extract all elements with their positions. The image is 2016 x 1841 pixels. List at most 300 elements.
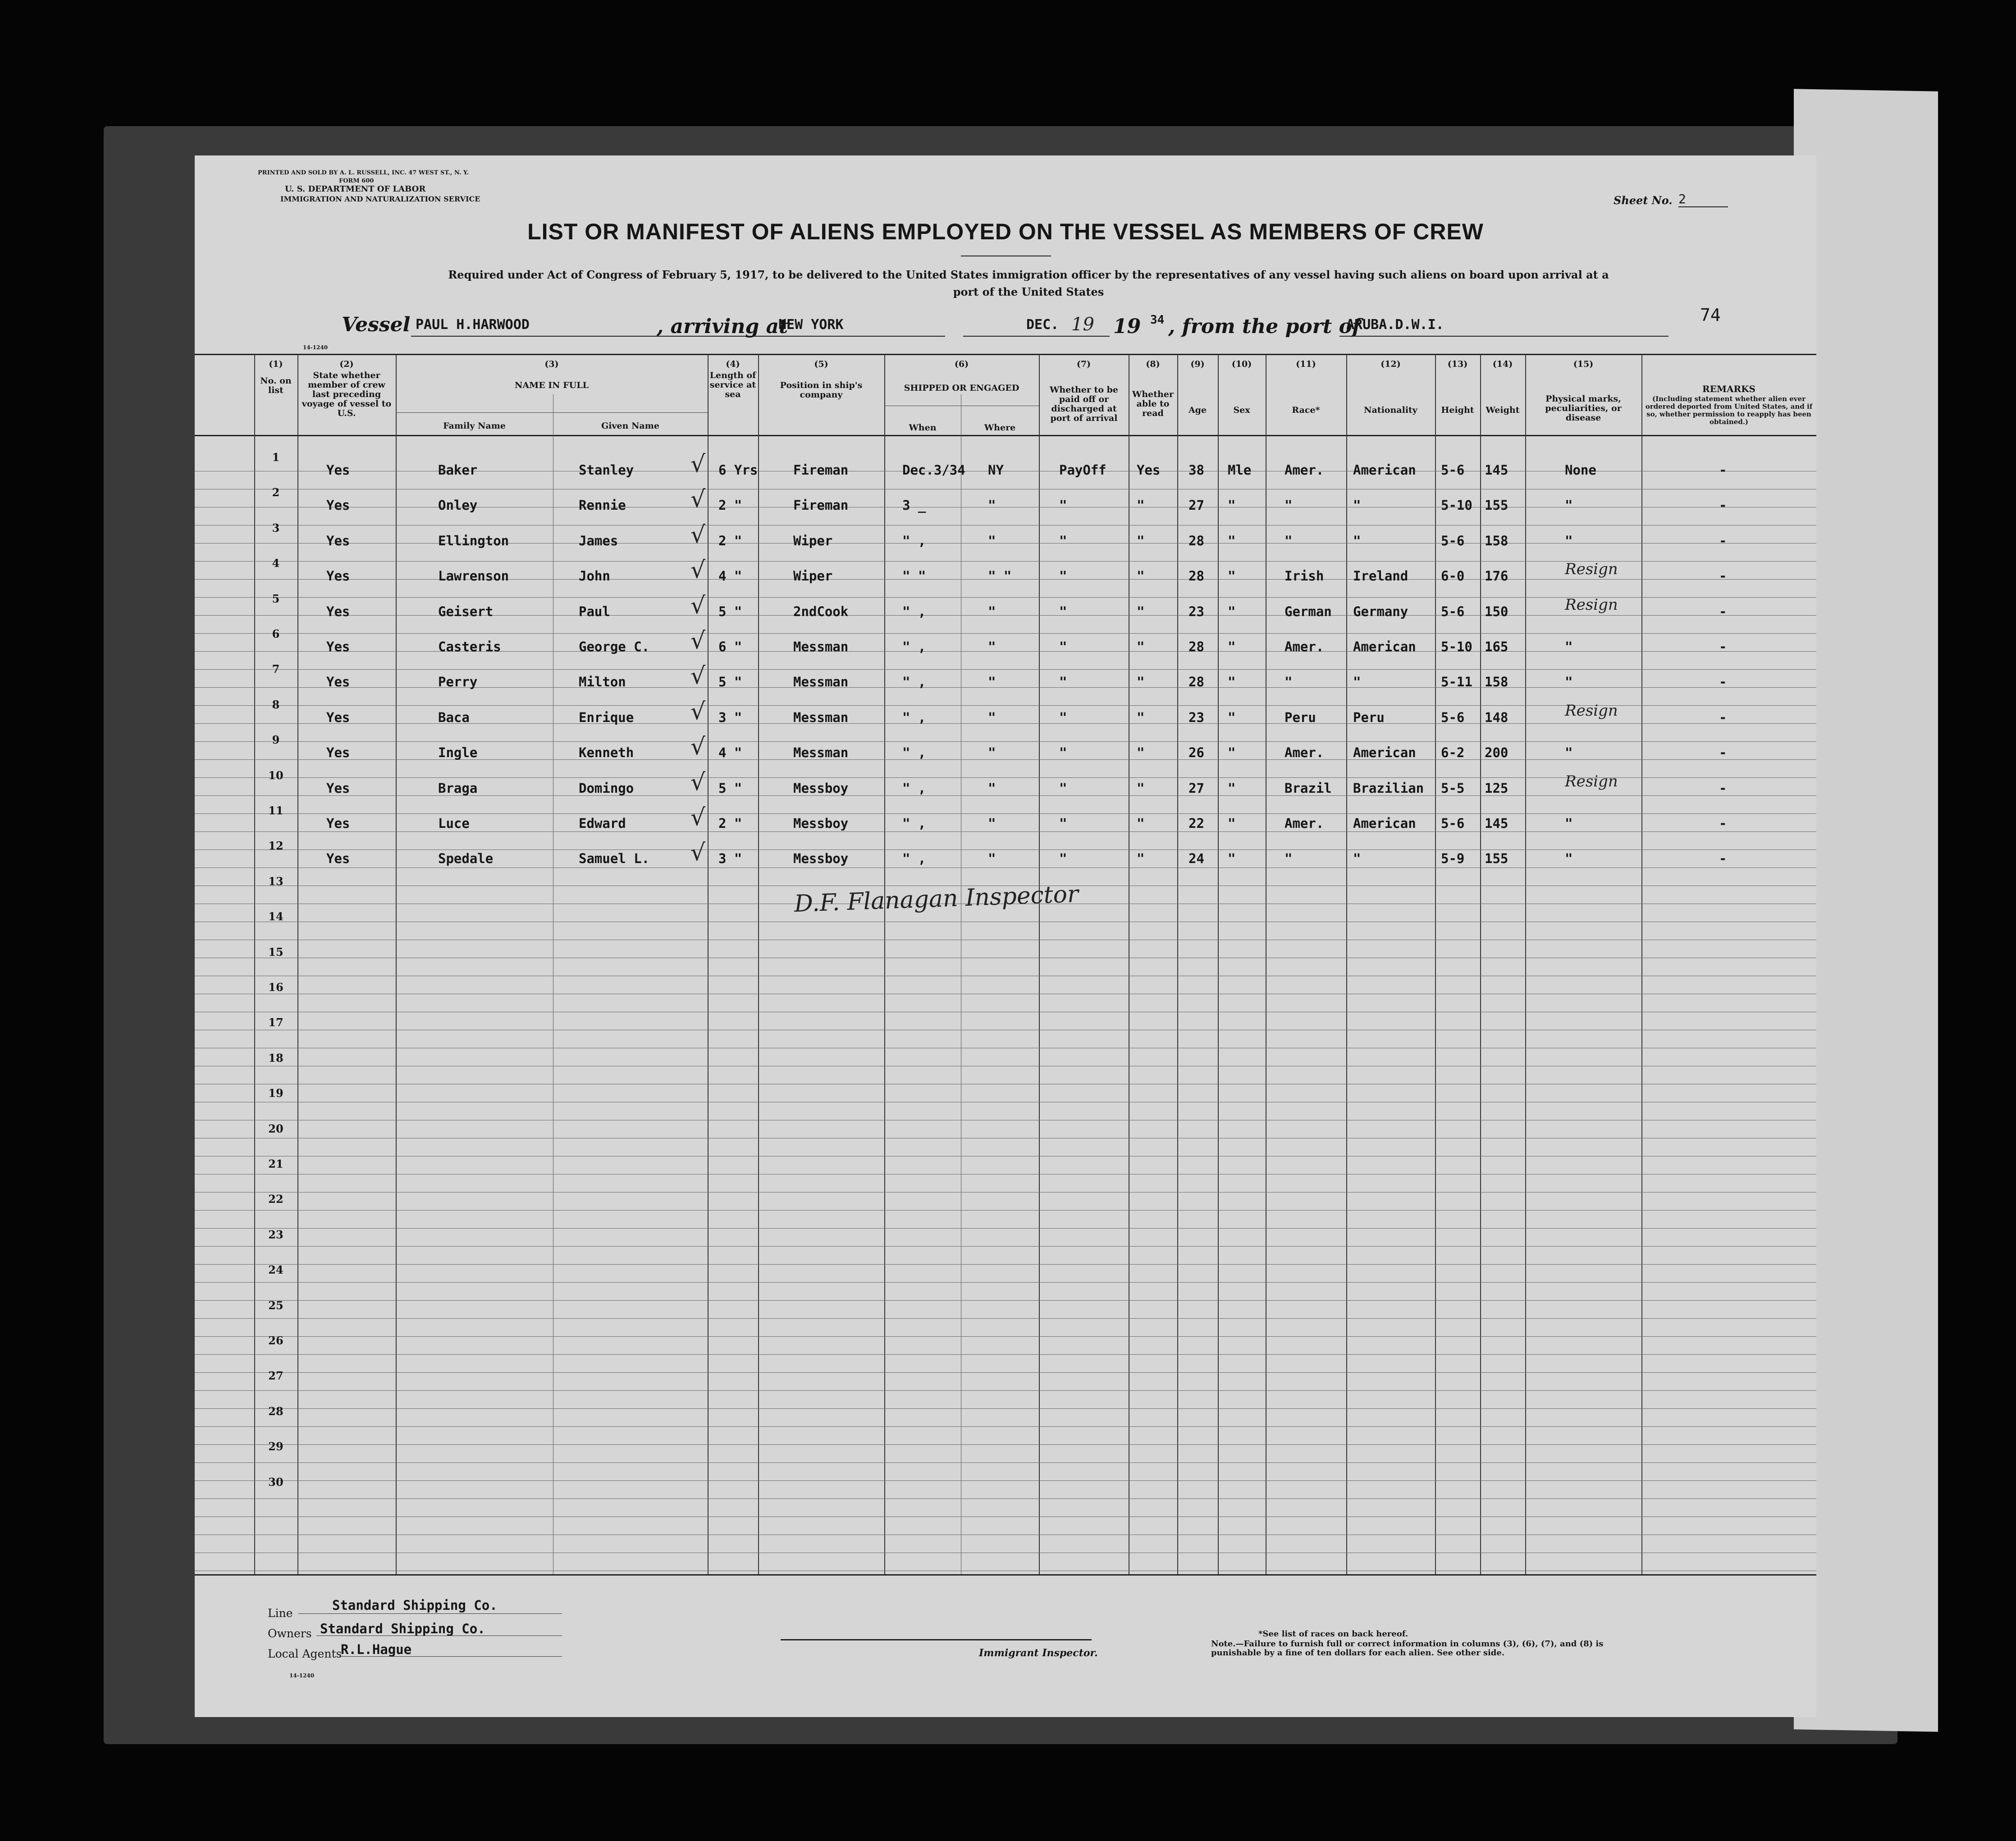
col-13-header: Height xyxy=(1441,405,1474,415)
remarks-subheader: (Including statement whether alien ever ordered deported from United States, and if so, whether permission to reapply has been obtained.) xyxy=(1645,395,1813,426)
ruled-line xyxy=(195,633,1816,634)
cell-where: " xyxy=(988,603,996,619)
cell-position: Fireman xyxy=(793,462,849,478)
cell-read: " xyxy=(1137,674,1145,690)
row-number: 10 xyxy=(268,768,283,782)
cell-when: 3 _ xyxy=(902,498,926,513)
cell-position: 2ndCook xyxy=(793,603,849,619)
row-number: 11 xyxy=(268,804,283,817)
cell-remarks: - xyxy=(1719,709,1727,725)
row-number: 19 xyxy=(268,1087,283,1100)
cell-height: 5-6 xyxy=(1441,462,1465,478)
check-mark-icon: √ xyxy=(690,557,706,584)
ruled-line xyxy=(195,1210,1816,1211)
check-mark-icon: √ xyxy=(690,486,706,513)
cell-read: " xyxy=(1137,498,1145,513)
cell-where: " xyxy=(988,745,996,761)
cell-weight: 165 xyxy=(1485,639,1509,654)
row-number: 6 xyxy=(272,627,280,640)
row-number: 25 xyxy=(268,1298,283,1312)
vessel-line xyxy=(195,313,1816,345)
line-value: Standard Shipping Co. xyxy=(332,1598,498,1613)
cell-service: 5 " xyxy=(718,780,742,796)
cell-remarks: - xyxy=(1719,639,1727,654)
year-suffix: 34 xyxy=(1150,313,1165,327)
cell-race: Amer. xyxy=(1285,816,1324,831)
from-port-label: , from the port of xyxy=(1168,315,1361,338)
col-2-number: (2) xyxy=(339,359,354,369)
cell-remarks: - xyxy=(1719,780,1727,796)
year-prefix: 19 xyxy=(1113,315,1141,338)
cell-marks: Resign xyxy=(1565,701,1618,720)
cell-position: Messboy xyxy=(793,851,849,867)
cell-age: 27 xyxy=(1189,498,1204,513)
page-subtitle xyxy=(330,266,1727,301)
cell-family: Lawrenson xyxy=(438,568,509,584)
cell-family: Baca xyxy=(438,709,470,725)
col-5-number: (5) xyxy=(814,359,828,369)
col-13-number: (13) xyxy=(1447,359,1468,369)
cell-marks: " xyxy=(1565,745,1573,761)
inspector-label: Immigrant Inspector. xyxy=(979,1647,1098,1659)
cell-age: 23 xyxy=(1189,709,1204,725)
col-12-number: (12) xyxy=(1381,359,1401,369)
cell-sex: " xyxy=(1228,816,1236,831)
cell-service: 6 Yrs xyxy=(718,462,758,478)
cell-sex: " xyxy=(1228,603,1236,619)
cell-marks: " xyxy=(1565,533,1573,548)
cell-age: 26 xyxy=(1189,745,1204,761)
cell-remarks: - xyxy=(1719,462,1727,478)
cell-where: " xyxy=(988,709,996,725)
cell-sex: " xyxy=(1228,745,1236,761)
cell-position: Wiper xyxy=(793,533,833,548)
col-9-header: Age xyxy=(1188,405,1207,415)
ruled-line xyxy=(195,1480,1816,1481)
row-number: 17 xyxy=(268,1016,283,1029)
cell-race: " xyxy=(1285,851,1293,867)
cell-payoff: " xyxy=(1059,603,1067,619)
cell-height: 5-5 xyxy=(1441,780,1465,796)
cell-service: 4 " xyxy=(718,745,742,761)
ruled-line xyxy=(195,1228,1816,1229)
arriving-port: NEW YORK xyxy=(778,317,844,333)
cell-weight: 155 xyxy=(1485,851,1509,867)
footnote: Note.—Failure to furnish full or correct information in columns (3), (6), (7), and (8) is punishable by a fine of ten dollars for each alien. See other side. xyxy=(1211,1639,1604,1658)
table-header-rule xyxy=(195,435,1816,436)
check-mark-icon: √ xyxy=(690,627,706,654)
footer-form-code: 14-1240 xyxy=(289,1672,315,1679)
cell-remarks: - xyxy=(1719,603,1727,619)
cell-read: " xyxy=(1137,568,1145,584)
cell-nationality: " xyxy=(1353,674,1361,690)
cell-payoff: " xyxy=(1059,780,1067,796)
cell-marks: None xyxy=(1565,462,1596,478)
cell-age: 24 xyxy=(1189,851,1204,867)
cell-prev: Yes xyxy=(326,533,350,548)
cell-payoff: " xyxy=(1059,568,1067,584)
row-number: 26 xyxy=(268,1334,283,1347)
vessel-name: PAUL H.HARWOOD xyxy=(416,317,530,333)
cell-given: Stanley xyxy=(579,462,634,478)
cell-weight: 148 xyxy=(1485,709,1509,725)
cell-given: Paul xyxy=(579,603,610,619)
cell-when: " , xyxy=(902,533,926,548)
cell-weight: 158 xyxy=(1485,533,1509,548)
cell-read: " xyxy=(1137,639,1145,654)
cell-payoff: PayOff xyxy=(1059,462,1106,478)
cell-where: " xyxy=(988,674,996,690)
cell-position: Messman xyxy=(793,745,849,761)
cell-service: 5 " xyxy=(718,674,742,690)
cell-where: " xyxy=(988,816,996,831)
ruled-line xyxy=(195,1282,1816,1283)
col-10-number: (10) xyxy=(1231,359,1252,369)
cell-remarks: - xyxy=(1719,533,1727,548)
cell-payoff: " xyxy=(1059,816,1067,831)
row-number: 18 xyxy=(268,1051,283,1064)
cell-sex: Mle xyxy=(1228,462,1252,478)
col-12-header: Nationality xyxy=(1364,405,1417,415)
cell-given: Milton xyxy=(579,674,626,690)
cell-payoff: " xyxy=(1059,533,1067,548)
col-14-number: (14) xyxy=(1492,359,1513,369)
table-bottom-rule xyxy=(195,1574,1816,1576)
cell-nationality: " xyxy=(1353,851,1361,867)
cell-race: " xyxy=(1285,533,1293,548)
ruled-line xyxy=(195,1354,1816,1355)
cell-family: Braga xyxy=(438,780,478,796)
cell-height: 5-11 xyxy=(1441,674,1472,690)
vessel-label: Vessel xyxy=(342,313,411,336)
agents-label: Local Agents xyxy=(268,1647,342,1660)
cell-where: NY xyxy=(988,462,1004,478)
cell-weight: 145 xyxy=(1485,816,1509,831)
cell-payoff: " xyxy=(1059,851,1067,867)
cell-given: John xyxy=(579,568,610,584)
cell-given: Rennie xyxy=(579,498,626,513)
cell-remarks: - xyxy=(1719,851,1727,867)
cell-height: 5-6 xyxy=(1441,533,1465,548)
ruled-line xyxy=(195,1462,1816,1463)
check-mark-icon: √ xyxy=(690,521,706,548)
remarks-header: REMARKS xyxy=(1702,384,1755,394)
cell-read: " xyxy=(1137,603,1145,619)
cell-nationality: American xyxy=(1353,816,1416,831)
cell-nationality: American xyxy=(1353,639,1416,654)
owners-value: Standard Shipping Co. xyxy=(320,1621,485,1636)
col-10-header: Sex xyxy=(1233,405,1250,415)
row-number: 30 xyxy=(268,1475,283,1489)
cell-payoff: " xyxy=(1059,709,1067,725)
col-11-number: (11) xyxy=(1296,359,1316,369)
arriving-label: , arriving at xyxy=(657,315,788,338)
arrival-month: DEC. xyxy=(1026,317,1059,333)
sheet-label: Sheet No. xyxy=(1614,194,1673,207)
from-port: ARUBA.D.W.I. xyxy=(1346,317,1444,333)
where-header: Where xyxy=(984,423,1016,433)
col-2-header: State whether member of crew last preceding voyage of vessel to U.S. xyxy=(302,370,392,418)
cell-weight: 150 xyxy=(1485,603,1509,619)
subtitle-line-1: Required under Act of Congress of February 5, 1917, to be delivered to the United States immigration officer by the representatives of any vessel having such aliens on board upon arrival at a xyxy=(448,268,1609,281)
cell-sex: " xyxy=(1228,498,1236,513)
cell-height: 5-6 xyxy=(1441,709,1465,725)
row-number: 1 xyxy=(272,451,280,464)
cell-marks: " xyxy=(1565,674,1573,690)
cell-family: Geisert xyxy=(438,603,494,619)
ruled-line xyxy=(195,1426,1816,1427)
cell-given: George C. xyxy=(579,639,650,654)
cell-height: 5-6 xyxy=(1441,816,1465,831)
cell-weight: 125 xyxy=(1485,780,1509,796)
cell-position: Fireman xyxy=(793,498,849,513)
cell-read: " xyxy=(1137,533,1145,548)
cell-prev: Yes xyxy=(326,816,350,831)
cell-sex: " xyxy=(1228,639,1236,654)
ruled-line xyxy=(195,1390,1816,1391)
cell-prev: Yes xyxy=(326,462,350,478)
cell-sex: " xyxy=(1228,568,1236,584)
cell-race: Brazil xyxy=(1285,780,1332,796)
cell-age: 28 xyxy=(1189,533,1204,548)
ruled-line xyxy=(195,1444,1816,1445)
arrival-day: 19 xyxy=(1071,314,1094,335)
cell-sex: " xyxy=(1228,674,1236,690)
cell-position: Messman xyxy=(793,674,849,690)
col-8-number: (8) xyxy=(1146,359,1160,369)
ruled-line xyxy=(195,1300,1816,1301)
sheet-number: 2 xyxy=(1678,192,1728,207)
cell-marks: " xyxy=(1565,639,1573,654)
cell-height: 5-6 xyxy=(1441,603,1465,619)
col-5-header: Position in ship's company xyxy=(780,380,863,400)
col-6-header: SHIPPED OR ENGAGED xyxy=(904,383,1019,393)
row-number: 7 xyxy=(272,662,280,676)
cell-position: Messman xyxy=(793,639,849,654)
row-number: 4 xyxy=(272,557,280,570)
cell-given: Samuel L. xyxy=(579,851,650,867)
cell-when: " , xyxy=(902,674,926,690)
cell-nationality: Ireland xyxy=(1353,568,1408,584)
cell-service: 3 " xyxy=(718,709,742,725)
cell-service: 6 " xyxy=(718,639,742,654)
form-number: FORM 600 xyxy=(339,178,374,184)
col-11-header: Race* xyxy=(1292,405,1320,415)
cell-age: 38 xyxy=(1189,462,1204,478)
cell-nationality: " xyxy=(1353,498,1361,513)
col-7-header: Whether to be paid off or discharged at port of arrival xyxy=(1050,385,1118,423)
col-3-number: (3) xyxy=(544,359,559,369)
cell-age: 28 xyxy=(1189,674,1204,690)
ruled-line xyxy=(195,1246,1816,1247)
cell-family: Casteris xyxy=(438,639,501,654)
ruled-line xyxy=(195,1498,1816,1499)
printer-line: PRINTED AND SOLD BY A. L. RUSSELL, INC. 47 WEST ST., N. Y. xyxy=(258,169,469,176)
cell-remarks: - xyxy=(1719,674,1727,690)
cell-marks: " xyxy=(1565,498,1573,513)
cell-given: Kenneth xyxy=(579,745,634,761)
race-note: *See list of races on back hereof. xyxy=(1258,1629,1408,1639)
row-number: 13 xyxy=(268,874,283,888)
cell-family: Perry xyxy=(438,674,478,690)
cell-given: Enrique xyxy=(579,709,634,725)
cell-where: " xyxy=(988,851,996,867)
ruled-line xyxy=(195,1318,1816,1319)
cell-height: 5-10 xyxy=(1441,639,1472,654)
row-number: 29 xyxy=(268,1440,283,1453)
ruled-line xyxy=(195,1408,1816,1409)
cell-age: 28 xyxy=(1189,639,1204,654)
cell-when: " , xyxy=(902,851,926,867)
cell-prev: Yes xyxy=(326,568,350,584)
cell-marks: " xyxy=(1565,851,1573,867)
cell-payoff: " xyxy=(1059,639,1067,654)
check-mark-icon: √ xyxy=(690,768,706,796)
ruled-line xyxy=(195,813,1816,814)
page-number: 74 xyxy=(1700,305,1721,325)
row-number: 24 xyxy=(268,1263,283,1277)
cell-remarks: - xyxy=(1719,745,1727,761)
inspector-signature: D.F. Flanagan Inspector xyxy=(794,881,1079,918)
cell-where: " xyxy=(988,780,996,796)
when-header: When xyxy=(909,423,937,433)
cell-race: " xyxy=(1285,674,1293,690)
check-mark-icon: √ xyxy=(690,592,706,619)
col-4-number: (4) xyxy=(726,359,740,369)
col-15-header: Physical marks, peculiarities, or disease xyxy=(1545,394,1622,423)
cell-family: Spedale xyxy=(438,851,494,867)
cell-family: Ingle xyxy=(438,745,478,761)
cell-sex: " xyxy=(1228,851,1236,867)
manifest-page xyxy=(195,155,1816,1717)
cell-where: " xyxy=(988,498,996,513)
cell-when: Dec.3/34 xyxy=(902,462,965,478)
cell-when: " , xyxy=(902,780,926,796)
ruled-line xyxy=(195,1336,1816,1337)
row-number: 3 xyxy=(272,521,280,534)
ruled-line xyxy=(195,831,1816,832)
family-name-header: Family Name xyxy=(443,421,506,431)
cell-sex: " xyxy=(1228,533,1236,548)
cell-weight: 158 xyxy=(1485,674,1509,690)
row-number: 28 xyxy=(268,1404,283,1418)
cell-prev: Yes xyxy=(326,603,350,619)
subtitle-line-2: port of the United States xyxy=(953,285,1104,298)
check-mark-icon: √ xyxy=(690,804,706,831)
cell-height: 6-2 xyxy=(1441,745,1465,761)
col-1-number: (1) xyxy=(269,359,283,369)
row-number: 9 xyxy=(272,733,280,747)
cell-payoff: " xyxy=(1059,745,1067,761)
cell-read: " xyxy=(1137,745,1145,761)
page-title: LIST OR MANIFEST OF ALIENS EMPLOYED ON THE VESSEL AS MEMBERS OF CREW xyxy=(527,219,1484,244)
agents-value: R.L.Hague xyxy=(341,1642,412,1657)
cell-age: 22 xyxy=(1189,816,1204,831)
cell-position: Messman xyxy=(793,709,849,725)
cell-nationality: American xyxy=(1353,462,1416,478)
cell-marks: " xyxy=(1565,816,1573,831)
cell-remarks: - xyxy=(1719,568,1727,584)
cell-race: Amer. xyxy=(1285,462,1324,478)
cell-prev: Yes xyxy=(326,851,350,867)
service-name: IMMIGRATION AND NATURALIZATION SERVICE xyxy=(280,195,480,203)
cell-service: 2 " xyxy=(718,816,742,831)
cell-service: 2 " xyxy=(718,533,742,548)
row-number: 23 xyxy=(268,1228,283,1241)
cell-family: Onley xyxy=(438,498,478,513)
cell-payoff: " xyxy=(1059,498,1067,513)
cell-where: " xyxy=(988,639,996,654)
department-name: U. S. DEPARTMENT OF LABOR xyxy=(285,184,426,194)
col-1-header: No. on list xyxy=(260,376,292,395)
cell-marks: Resign xyxy=(1565,560,1618,579)
ruled-line xyxy=(195,1372,1816,1373)
cell-service: 2 " xyxy=(718,498,742,513)
cell-prev: Yes xyxy=(326,780,350,796)
check-mark-icon: √ xyxy=(690,733,706,761)
col-14-header: Weight xyxy=(1486,405,1520,415)
ruled-line xyxy=(195,741,1816,742)
cell-family: Ellington xyxy=(438,533,509,548)
cell-nationality: Germany xyxy=(1353,603,1408,619)
cell-prev: Yes xyxy=(326,745,350,761)
cell-when: " " xyxy=(902,568,926,584)
cell-marks: Resign xyxy=(1565,595,1618,614)
col-3-header: NAME IN FULL xyxy=(515,380,589,390)
cell-weight: 176 xyxy=(1485,568,1509,584)
cell-read: Yes xyxy=(1137,462,1161,478)
cell-when: " , xyxy=(902,603,926,619)
cell-height: 6-0 xyxy=(1441,568,1465,584)
cell-race: Amer. xyxy=(1285,639,1324,654)
cell-read: " xyxy=(1137,709,1145,725)
cell-prev: Yes xyxy=(326,709,350,725)
table-top-rule xyxy=(195,354,1816,355)
cell-race: Peru xyxy=(1285,709,1316,725)
cell-nationality: " xyxy=(1353,533,1361,548)
row-number: 2 xyxy=(272,486,280,499)
row-number: 5 xyxy=(272,592,280,605)
row-number: 12 xyxy=(268,839,283,853)
cell-prev: Yes xyxy=(326,674,350,690)
check-mark-icon: √ xyxy=(690,662,706,690)
cell-given: James xyxy=(579,533,618,548)
owners-label: Owners xyxy=(268,1627,312,1640)
col-6-number: (6) xyxy=(954,359,969,369)
check-mark-icon: √ xyxy=(690,451,706,478)
cell-weight: 145 xyxy=(1485,462,1509,478)
col-15-number: (15) xyxy=(1573,359,1594,369)
cell-weight: 200 xyxy=(1485,745,1509,761)
cell-where: " xyxy=(988,533,996,548)
cell-when: " , xyxy=(902,816,926,831)
cell-remarks: - xyxy=(1719,816,1727,831)
cell-prev: Yes xyxy=(326,639,350,654)
cell-payoff: " xyxy=(1059,674,1067,690)
cell-family: Baker xyxy=(438,462,478,478)
cell-service: 3 " xyxy=(718,851,742,867)
row-number: 27 xyxy=(268,1369,283,1383)
row-number: 16 xyxy=(268,981,283,994)
cell-race: " xyxy=(1285,498,1293,513)
cell-read: " xyxy=(1137,780,1145,796)
line-label: Line xyxy=(268,1607,293,1620)
cell-given: Edward xyxy=(579,816,626,831)
cell-position: Wiper xyxy=(793,568,833,584)
cell-when: " , xyxy=(902,745,926,761)
row-number: 15 xyxy=(268,945,283,959)
cell-race: German xyxy=(1285,603,1332,619)
